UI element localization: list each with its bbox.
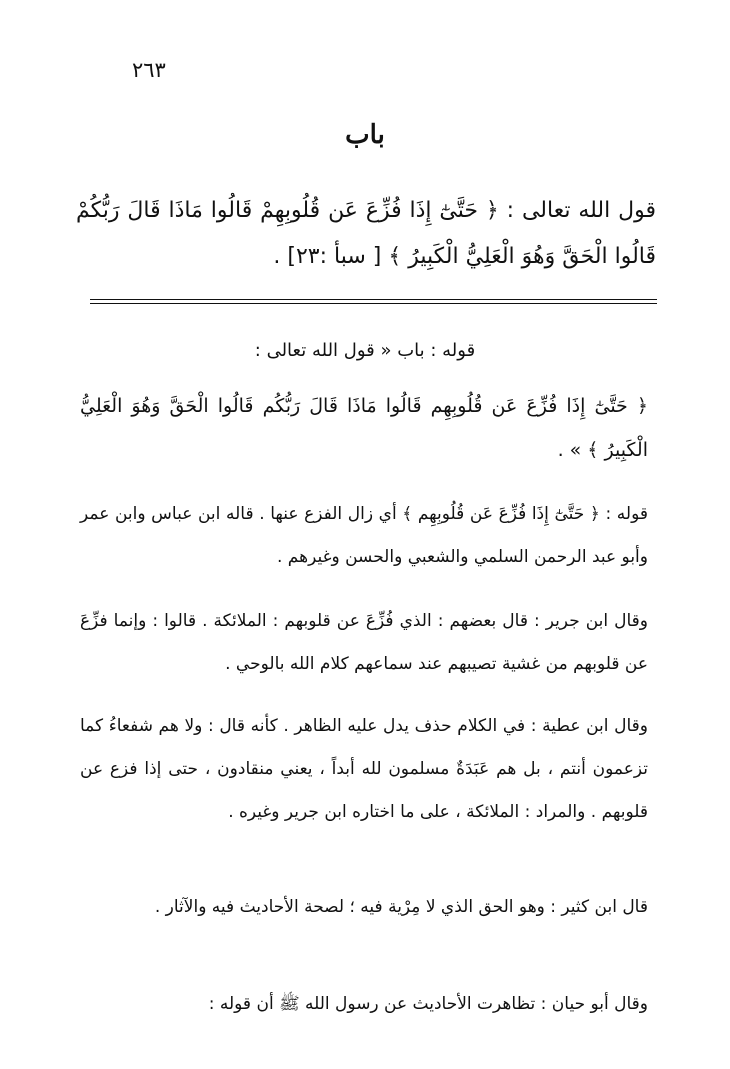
verse-quote: ﴿ حَتَّىٰٓ إِذَا فُزِّعَ عَن قُلُوبِهِم قَالُوا مَاذَا قَالَ رَبُّكُم قَالُوا الْحَقَّ وَهُوَ الْعَلِيُّ الْكَبِيرُ ﴾ » . (80, 395, 648, 461)
paragraph-ibn-abbas: قوله : ﴿ حَتَّىٰٓ إِذَا فُزِّعَ عَن قُلُوبِهِم ﴾ أي زال الفزع عنها . قاله ابن عباس وابن عمر وأبو عبد الرحمن السلمي والشعبي والحسن وغيرهم . (80, 504, 648, 567)
heading-verse: قول الله تعالى : ﴿ حَتَّىٰٓ إِذَا فُزِّعَ عَن قُلُوبِهِمْ قَالُوا مَاذَا قَالَ رَبُّكُمْ قَالُوا الْحَقَّ وَهُوَ الْعَلِيُّ الْكَبِيرُ ﴾ [ سبأ :٢٣] . (76, 198, 656, 269)
paragraph-ibn-atiyya: وقال ابن عطية : في الكلام حذف يدل عليه الظاهر . كأنه قال : ولا هم شفعاءُ كما تزعمون أنتم ، بل هم عَبَدَةٌ مسلمون لله أبداً ، يعني منقادون ، حتى إذا فزع عن قلوبهم . والمراد : الملائكة ، على ما اختاره ابن جرير وغيره . (80, 716, 648, 822)
paragraph-ibn-jarir: وقال ابن جرير : قال بعضهم : الذي فُزِّعَ عن قلوبهم : الملائكة . قالوا : وإنما فزِّعَ عن قلوبهم من غشية تصيبهم عند سماعهم كلام الله بالوحي . (80, 611, 648, 674)
paragraph-abu-hayyan: وقال أبو حيان : تظاهرت الأحاديث عن رسول الله ﷺ أن قوله : (208, 994, 648, 1014)
commentary-heading: قوله : باب « قول الله تعالى : (254, 340, 476, 361)
double-divider (90, 299, 657, 304)
chapter-title: باب (345, 120, 385, 150)
page-number: ٢٦٣ (132, 58, 166, 82)
paragraph-ibn-kathir: قال ابن كثير : وهو الحق الذي لا مِرْية فيه ؛ لصحة الأحاديث فيه والآثار . (154, 897, 648, 917)
